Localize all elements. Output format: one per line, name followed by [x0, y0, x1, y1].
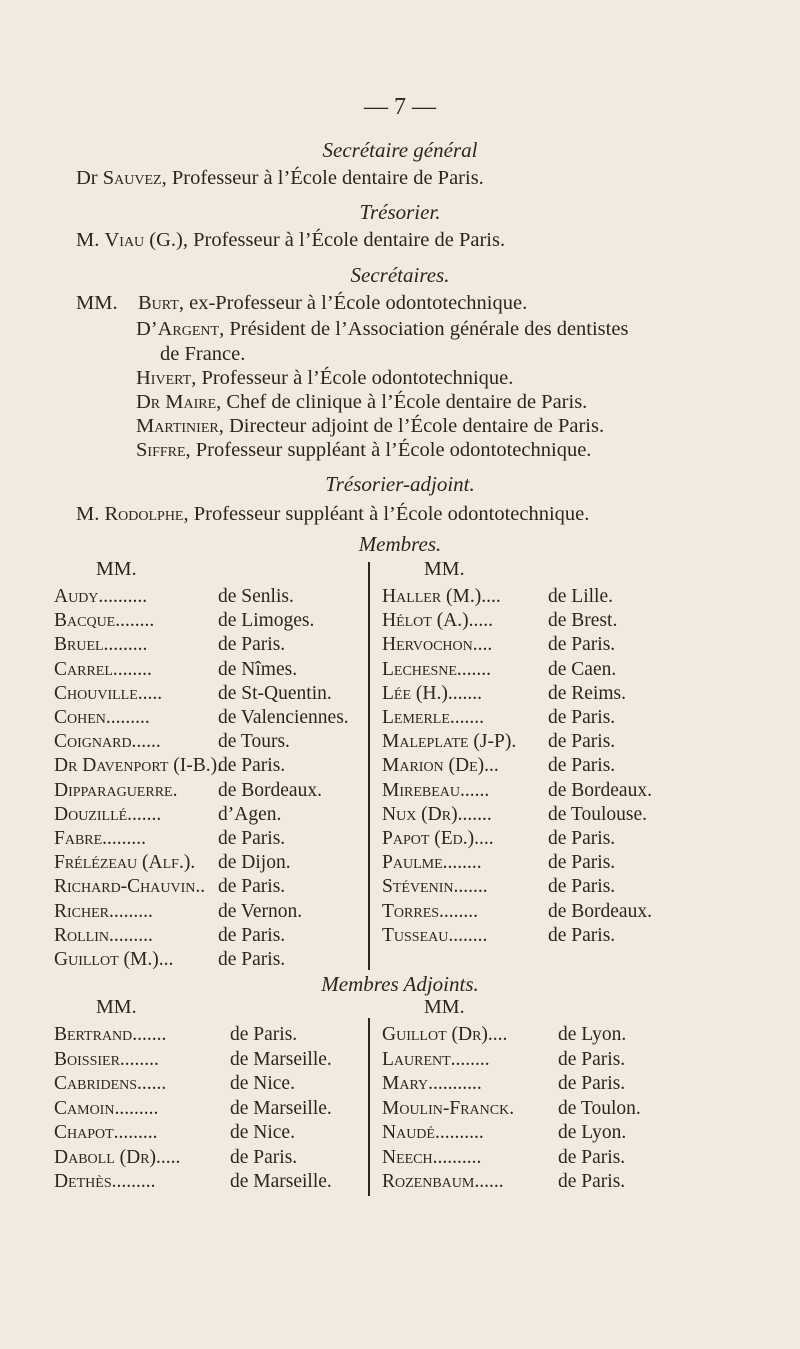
member-entry: [382, 731, 616, 753]
member-place: de Paris.: [218, 634, 286, 656]
member-place: de Reims.: [548, 682, 626, 704]
member-entry: [382, 1024, 627, 1046]
member-entry: [54, 803, 282, 826]
member-entry: [382, 682, 626, 705]
member-name: Bruel.........: [54, 634, 148, 656]
member-entry: [382, 610, 618, 632]
member-entry: [54, 876, 286, 898]
member-place: de Bordeaux.: [548, 900, 652, 922]
tresorier-adjoint-prefix: M.: [76, 503, 105, 525]
member-place: de Paris.: [558, 1073, 626, 1094]
member-name: Marion (De)...: [382, 755, 499, 777]
secretaire-name: Dr Maire: [136, 391, 217, 413]
secretaires-lead: MM.: [76, 292, 118, 314]
secretaire-general-line: [76, 167, 484, 190]
member-place: de Paris.: [548, 731, 616, 753]
member-entry: [54, 658, 298, 681]
member-entry: [382, 1097, 641, 1120]
member-place: de Caen.: [548, 658, 617, 680]
member-name: Bertrand.......: [54, 1024, 167, 1045]
secretaire-text: , ex-Professeur à l’École odontotechnique.: [178, 292, 528, 314]
secretaire-text: , Directeur adjoint de l’École dentaire de Paris.: [218, 415, 605, 437]
member-name: Mary...........: [382, 1073, 482, 1094]
member-entry: [382, 586, 613, 608]
member-entry: [54, 1073, 295, 1095]
member-entry: [382, 1073, 626, 1095]
member-entry: [54, 949, 286, 971]
secretaire-general-name: Sauvez: [102, 167, 162, 189]
membres-right-label: MM.: [424, 558, 465, 580]
member-place: de Paris.: [548, 828, 616, 849]
member-entry: [382, 1048, 626, 1071]
member-name: Fabre.........: [54, 828, 147, 849]
heading-tresorier: Trésorier.: [359, 200, 441, 224]
member-place: de Paris.: [548, 876, 616, 898]
tresorier-adjoint-line: [76, 503, 589, 526]
member-place: d’Agen.: [218, 803, 282, 825]
member-name: Coignard......: [54, 731, 161, 753]
member-entry: [54, 900, 303, 923]
member-place: de Senlis.: [218, 586, 294, 607]
member-place: de Lille.: [548, 586, 613, 607]
tresorier-adjoint-text: , Professeur suppléant à l’École odontotechnique.: [183, 503, 590, 525]
member-place: de Paris.: [558, 1171, 626, 1192]
member-place: de Vernon.: [218, 900, 303, 922]
member-entry: [54, 755, 286, 777]
secretaire-entry: [138, 292, 527, 315]
secretaire-name: D’Argent: [136, 318, 220, 340]
member-entry: [54, 924, 286, 947]
member-place: de Marseille.: [230, 1097, 332, 1119]
member-name: Chapot.........: [54, 1122, 158, 1143]
member-place: de Nice.: [230, 1073, 295, 1094]
member-entry: [54, 1048, 332, 1071]
heading-secretaires: Secrétaires.: [350, 263, 450, 287]
member-place: de Paris.: [218, 876, 286, 898]
member-name: Richard-Chauvin..: [54, 876, 206, 898]
member-entry: [54, 1171, 332, 1193]
member-place: de Paris.: [548, 634, 616, 656]
member-entry: [382, 828, 616, 850]
member-place: de Paris.: [218, 828, 286, 849]
secretaire-entry: [136, 439, 591, 462]
member-entry: [382, 900, 652, 923]
adjoints-column-divider: [368, 1018, 370, 1196]
heading-membres-adjoints: Membres Adjoints.: [321, 972, 479, 996]
member-place: de Brest.: [548, 610, 618, 632]
member-place: de Marseille.: [230, 1171, 332, 1192]
member-place: de St-Quentin.: [218, 682, 332, 704]
member-entry: [54, 731, 290, 753]
member-entry: [54, 634, 286, 656]
member-entry: [54, 779, 322, 802]
secretaire-text: , Chef de clinique à l’École dentaire de Paris.: [216, 391, 588, 413]
member-entry: [382, 803, 648, 826]
member-name: Laurent........: [382, 1048, 490, 1070]
member-name: Dr Davenport (I-B.).: [54, 755, 223, 777]
member-name: Paulme........: [382, 852, 482, 874]
member-place: de Paris.: [548, 707, 616, 728]
member-entry: [54, 1122, 295, 1144]
secretaire-name: Siffre: [136, 439, 186, 461]
tresorier-prefix: M.: [76, 229, 105, 251]
member-entry: [54, 682, 332, 705]
member-entry: [382, 779, 652, 802]
secretaire-entry: [136, 415, 604, 438]
member-place: de Tours.: [218, 731, 290, 753]
secretaire-entry: [160, 343, 245, 366]
member-entry: [382, 658, 617, 681]
member-place: de Paris.: [218, 924, 286, 946]
member-entry: [382, 924, 616, 947]
member-place: de Paris.: [548, 755, 616, 777]
member-entry: [382, 852, 616, 874]
adjoints-right-label: MM.: [424, 996, 465, 1018]
tresorier-name: Viau: [104, 229, 145, 251]
member-place: de Marseille.: [230, 1048, 332, 1070]
member-name: Maleplate (J-P).: [382, 731, 517, 753]
member-place: de Paris.: [548, 852, 616, 874]
member-place: de Paris.: [558, 1048, 626, 1070]
member-name: Rozenbaum......: [382, 1171, 504, 1192]
secretaire-entry: [136, 318, 628, 341]
secretaire-entry: [136, 391, 587, 414]
member-name: Lechesne.......: [382, 658, 492, 680]
member-name: Torres........: [382, 900, 479, 922]
member-place: de Toulon.: [558, 1097, 641, 1119]
tresorier-adjoint-name: Rodolphe: [104, 503, 184, 525]
member-name: Bacque........: [54, 610, 155, 632]
member-entry: [54, 828, 286, 850]
member-entry: [382, 876, 616, 898]
member-entry: [54, 707, 349, 729]
secretaire-text: de France.: [160, 343, 246, 365]
member-entry: [382, 1171, 626, 1193]
member-name: Cabridens......: [54, 1073, 167, 1094]
member-entry: [54, 1146, 298, 1169]
member-place: de Lyon.: [558, 1122, 627, 1143]
member-entry: [54, 610, 315, 632]
member-name: Camoin.........: [54, 1097, 159, 1119]
secretaire-name: Burt: [138, 292, 179, 314]
member-name: Tusseau........: [382, 924, 488, 946]
adjoints-left-label: MM.: [96, 996, 137, 1018]
member-name: Chouville.....: [54, 682, 163, 704]
member-place: de Paris.: [218, 755, 286, 777]
tresorier-text: (G.), Professeur à l’École dentaire de Paris.: [144, 229, 506, 251]
member-place: de Paris.: [548, 924, 616, 946]
member-place: de Paris.: [218, 949, 286, 970]
member-name: Neech..........: [382, 1146, 482, 1168]
heading-membres: Membres.: [358, 532, 442, 556]
member-name: Naudé..........: [382, 1122, 484, 1143]
secretaire-text: , Président de l’Association générale des dentistes: [219, 318, 629, 340]
member-name: Moulin-Franck.: [382, 1097, 515, 1119]
member-name: Carrel........: [54, 658, 152, 680]
member-name: Dethès.........: [54, 1171, 156, 1192]
member-entry: [382, 1122, 627, 1144]
member-entry: [54, 586, 294, 608]
member-entry: [382, 755, 616, 777]
member-entry: [382, 1146, 626, 1169]
member-name: Nux (Dr).......: [382, 803, 492, 825]
member-name: Guillot (M.)...: [54, 949, 174, 970]
member-name: Lée (H.).......: [382, 682, 482, 704]
tresorier-line: [76, 229, 505, 252]
member-name: Hélot (A.).....: [382, 610, 494, 632]
member-place: de Limoges.: [218, 610, 315, 632]
member-place: de Paris.: [230, 1146, 298, 1168]
member-name: Lemerle.......: [382, 707, 485, 728]
secretaire-entry: [136, 367, 513, 390]
member-name: Papot (Ed.)....: [382, 828, 494, 849]
member-name: Audy..........: [54, 586, 148, 607]
member-name: Stévenin.......: [382, 876, 488, 898]
member-name: Daboll (Dr).....: [54, 1146, 181, 1168]
member-entry: [54, 1024, 298, 1046]
member-name: Mirebeau......: [382, 779, 490, 801]
member-place: de Dijon.: [218, 852, 291, 874]
member-entry: [54, 1097, 332, 1120]
secretaire-name: Hivert: [136, 367, 192, 389]
member-place: de Nice.: [230, 1122, 295, 1143]
member-entry: [382, 707, 616, 729]
member-place: de Bordeaux.: [218, 779, 322, 801]
membres-column-divider: [368, 562, 370, 970]
membres-left-label: MM.: [96, 558, 137, 580]
member-name: Guillot (Dr)....: [382, 1024, 508, 1045]
member-entry: [54, 852, 291, 874]
member-place: de Paris.: [558, 1146, 626, 1168]
heading-secretaire-general: Secrétaire général: [322, 138, 478, 162]
secretaire-general-prefix: Dr: [76, 167, 103, 189]
secretaire-name: Martinier: [136, 415, 219, 437]
member-place: de Valenciennes.: [218, 707, 349, 728]
member-name: Dipparaguerre.: [54, 779, 178, 801]
member-name: Hervochon....: [382, 634, 493, 656]
member-place: de Paris.: [230, 1024, 298, 1045]
secretaire-text: , Professeur à l’École odontotechnique.: [191, 367, 514, 389]
member-name: Richer.........: [54, 900, 153, 922]
member-name: Rollin.........: [54, 924, 153, 946]
member-name: Boissier........: [54, 1048, 159, 1070]
member-name: Douzillé.......: [54, 803, 162, 825]
secretaire-text: , Professeur suppléant à l’École odontotechnique.: [185, 439, 592, 461]
secretaire-general-text: , Professeur à l’École dentaire de Paris.: [161, 167, 484, 189]
heading-tresorier-adjoint: Trésorier-adjoint.: [325, 472, 475, 496]
member-place: de Bordeaux.: [548, 779, 652, 801]
member-name: Cohen.........: [54, 707, 150, 728]
member-name: Haller (M.)....: [382, 586, 501, 607]
member-name: Frélézeau (Alf.).: [54, 852, 196, 874]
member-place: de Toulouse.: [548, 803, 648, 825]
member-place: de Nîmes.: [218, 658, 298, 680]
member-entry: [382, 634, 616, 656]
page-number: — 7 —: [364, 94, 436, 120]
member-place: de Lyon.: [558, 1024, 627, 1045]
